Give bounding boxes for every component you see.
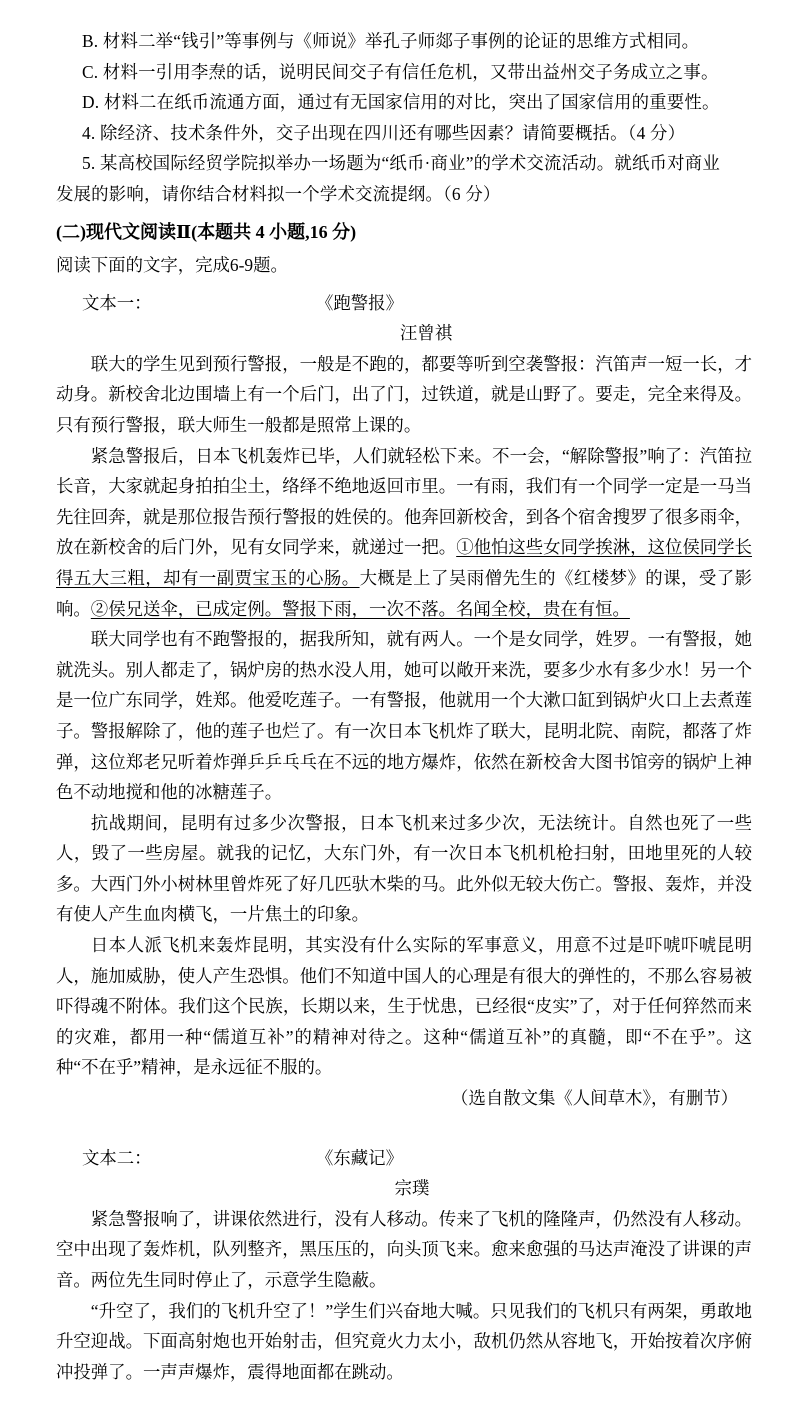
section-heading: (二)现代文阅读Ⅱ(本题共 4 小题,16 分)	[56, 222, 357, 242]
text-two-paragraph-2: “升空了，我们的飞机升空了！”学生们兴奋地大喊。只见我们的飞机只有两架，勇敢地升空迎战。下面高射炮也开始射击，但究竟火力太小，敌机仍然从容地飞，开始按着次序俯冲投弹了。一声声爆炸，震得地面都在跳动。	[56, 1300, 752, 1382]
underline-mark-1: ①他怕这些女同学挨淋，这位侯同学	[456, 537, 735, 558]
text-two-label: 文本二：	[82, 1147, 152, 1168]
text-two-header	[56, 1143, 752, 1174]
option-d: D. 材料二在纸币流通方面，通过有无国家信用的对比，突出了国家信用的重要性。	[82, 92, 720, 112]
text-one-header	[56, 288, 752, 319]
text-one-author: 汪曾祺	[399, 323, 453, 344]
text-one-paragraph-3: 联大同学也有不跑警报的，据我所知，就有两人。一个是女同学，姓罗。一有警报，她就洗头。别人都走了，锅炉房的热水没人用，她可以敞开来洗，要多少水有多少水！另一个是一位广东同学，姓郑。他爱吃莲子。一有警报，他就用一个大漱口缸到锅炉火口上去煮莲子。警报解除了，他的莲子也烂了。有一次日本飞机炸了联大，昆明北院、南院，都落了炸弹，这位郑老兄听着炸弹乒乒乓乓在不远的地方爆炸，依然在新校舍大图书馆旁的锅炉上神色不动地搅和他的冰糖莲子。	[56, 629, 752, 803]
section-lead: 阅读下面的文字，完成6-9题。	[56, 255, 288, 275]
question-5-continued: 发展的影响，请你结合材料拟一个学术交流提纲。（6 分）	[56, 183, 501, 204]
spacer	[56, 1114, 752, 1136]
text-two-author: 宗璞	[394, 1178, 430, 1199]
text-one-source: （选自散文集《人间草木》，有删节）	[451, 1088, 738, 1109]
text-one-title: 《跑警报》	[316, 292, 403, 313]
paragraph-2-text: 紧急警报后，日本飞机轰炸已毕，人们就轻松下来。不一会，“解除警报”响了：汽笛拉长音，大家就起身拍拍尘土，络绎不绝地返回市里。一有雨，我们有一个同学一定是一马当先往回奔，就是那位报告预行警报的姓侯的。他奔回新校舍，到各个宿舍搜罗了很多雨伞，放在新校舍的后门外，见有女同学来，就递过一把。	[56, 445, 752, 558]
text-one-paragraph-2: 紧急警报后，日本飞机轰炸已毕，人们就轻松下来。不一会，“解除警报”响了：汽笛拉长音，大家就起身拍拍尘土，络绎不绝地返回市里。一有雨，我们有一个同学一定是一马当先往回奔，就是那位报告预行警报的姓侯的。他奔回新校舍，到各个宿舍搜罗了很多雨伞，放在新校舍的后门外，见有女同学来，就递过一把。①他怕这些女同学挨淋，这位侯同学长得五大三粗，却有一副贾宝玉的心肠。大概是上了吴雨僧先生的《红楼梦》的课，受了影响。②侯兄送伞，已成定例。警报下雨，一次不落。名闻全校，贵在有恒。	[56, 445, 752, 619]
underline-mark-2: ②侯兄送伞，已成定例。警报下雨，一次不落。名闻全校，贵在有恒。	[90, 598, 630, 619]
text-two-title: 《东藏记》	[316, 1147, 403, 1168]
text-one-paragraph-5: 日本人派飞机来轰炸昆明，其实没有什么实际的军事意义，用意不过是吓唬吓唬昆明人，施加威胁，使人产生恐惧。他们不知道中国人的心理是有很大的弹性的，不那么容易被吓得魂不附体。我们这个民族，长期以来，生于忧患，已经很“皮实”了，对于任何猝然而来的灾难，都用一种“儒道互补”的精神对待之。这种“儒道互补”的真髓，即“不在乎”。这种“不在乎”精神，是永远征不服的。	[56, 935, 752, 1078]
option-b: B. 材料二举“钱引”等事例与《师说》举孔子师郯子事例的论证的思维方式相同。	[82, 31, 700, 51]
text-two-paragraph-1: 紧急警报响了，讲课依然进行，没有人移动。传来了飞机的隆隆声，仍然没有人移动。空中出现了轰炸机，队列整齐，黑压压的，向头顶飞来。愈来愈强的马达声淹没了讲课的声音。两位先生同时停止了，示意学生隐蔽。	[56, 1208, 752, 1290]
text-one-label: 文本一：	[82, 292, 152, 313]
option-c: C. 材料一引用李焘的话，说明民间交子有信任危机，又带出益州交子务成立之事。	[82, 61, 719, 82]
question-4: 4. 除经济、技术条件外，交子出现在四川还有哪些因素？请简要概括。（4 分）	[82, 122, 686, 143]
text-one-paragraph-1: 联大的学生见到预行警报，一般是不跑的，都要等听到空袭警报：汽笛声一短一长，才动身。新校舍北边围墙上有一个后门，出了门，过铁道，就是山野了。要走，完全来得及。只有预行警报，联大师生一般都是照常上课的。	[56, 353, 752, 435]
underline-mark-1b: 长得五大三粗，却有一副贾宝玉的心肠。	[56, 537, 752, 588]
text-one-paragraph-4: 抗战期间，昆明有过多少次警报，日本飞机来过多少次，无法统计。自然也死了一些人，毁了一些房屋。就我的记忆，大东门外，有一次日本飞机机枪扫射，田地里死的人较多。大西门外小树林里曾炸死了好几匹驮木柴的马。此外似无较大伤亡。警报、轰炸，并没有使人产生血肉横飞，一片焦土的印象。	[56, 812, 752, 925]
question-5: 5. 某高校国际经贸学院拟举办一场题为“纸币·商业”的学术交流活动。就纸币对商业	[82, 153, 720, 173]
